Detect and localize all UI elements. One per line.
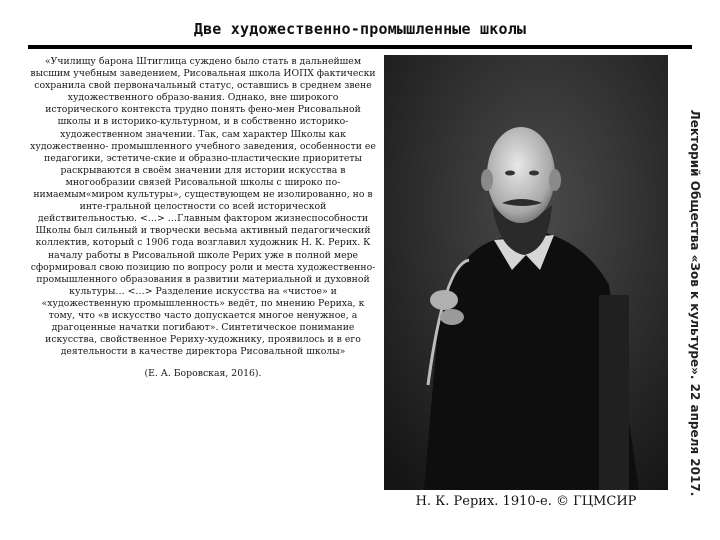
quote-block bbox=[30, 56, 376, 380]
quote-attribution: (Е. А. Боровская, 2016). bbox=[144, 368, 262, 380]
title-underline bbox=[28, 45, 692, 49]
photo-caption: Н. К. Рерих. 1910-е. © ГЦМСИР bbox=[415, 494, 637, 509]
slide-title: Две художественно-промышленные школы bbox=[193, 20, 527, 38]
side-text-label: Лекторий Общества «Зов к культуре». 22 апреля 2017. bbox=[688, 109, 702, 496]
side-vertical-text bbox=[678, 110, 712, 495]
portrait-photo bbox=[384, 55, 668, 490]
quote-text: «Училищу барона Штиглица суждено было стать в дальнейшем высшим учебным заведением, Рисовальная школа ИОПХ фактически сохранила свой первоначальный статус, оставшись в среднем звене художественного образо-вания. Однако, вне широкого исторического контекста трудно понять фено-мен Рисовальной школы и в историко-культурном, и в собственно историко-художественном значении. Так, сам характер Школы как художественно- промышленного учебного заведения, особенности ее педагогики, эстетиче-ские и образно-пластические приоритеты раскрываются в своём значении для истории искусства в многообразии связей Рисовальной школы с широко по-нимаемым«миром культуры», существующем не изолированно, но в инте-гральной целостности со всей исторической действительностью. <…> …Главным фактором жизнеспособности Школы был сильный и творчески весьма активный педагогический коллектив, который с 1906 года возглавил художник Н. К. Рерих. К началу работы в Рисовальной школе Рерих уже в полной мере сформировал свою позицию по вопросу роли и места художественно-промышленного образования в развитии материальной и духовной культуры… <…> Разделение искусства на «чистое» и «художественную промышленность» ведёт, по мнению Рериха, к тому, что «в искусство часто допускается многое ненужное, а драгоценные начатки погибают». Синтетическое понимание искусства, свойственное Рериху-художнику, проявилось и в его деятельности в качестве директора Рисовальной школы» bbox=[30, 56, 376, 358]
